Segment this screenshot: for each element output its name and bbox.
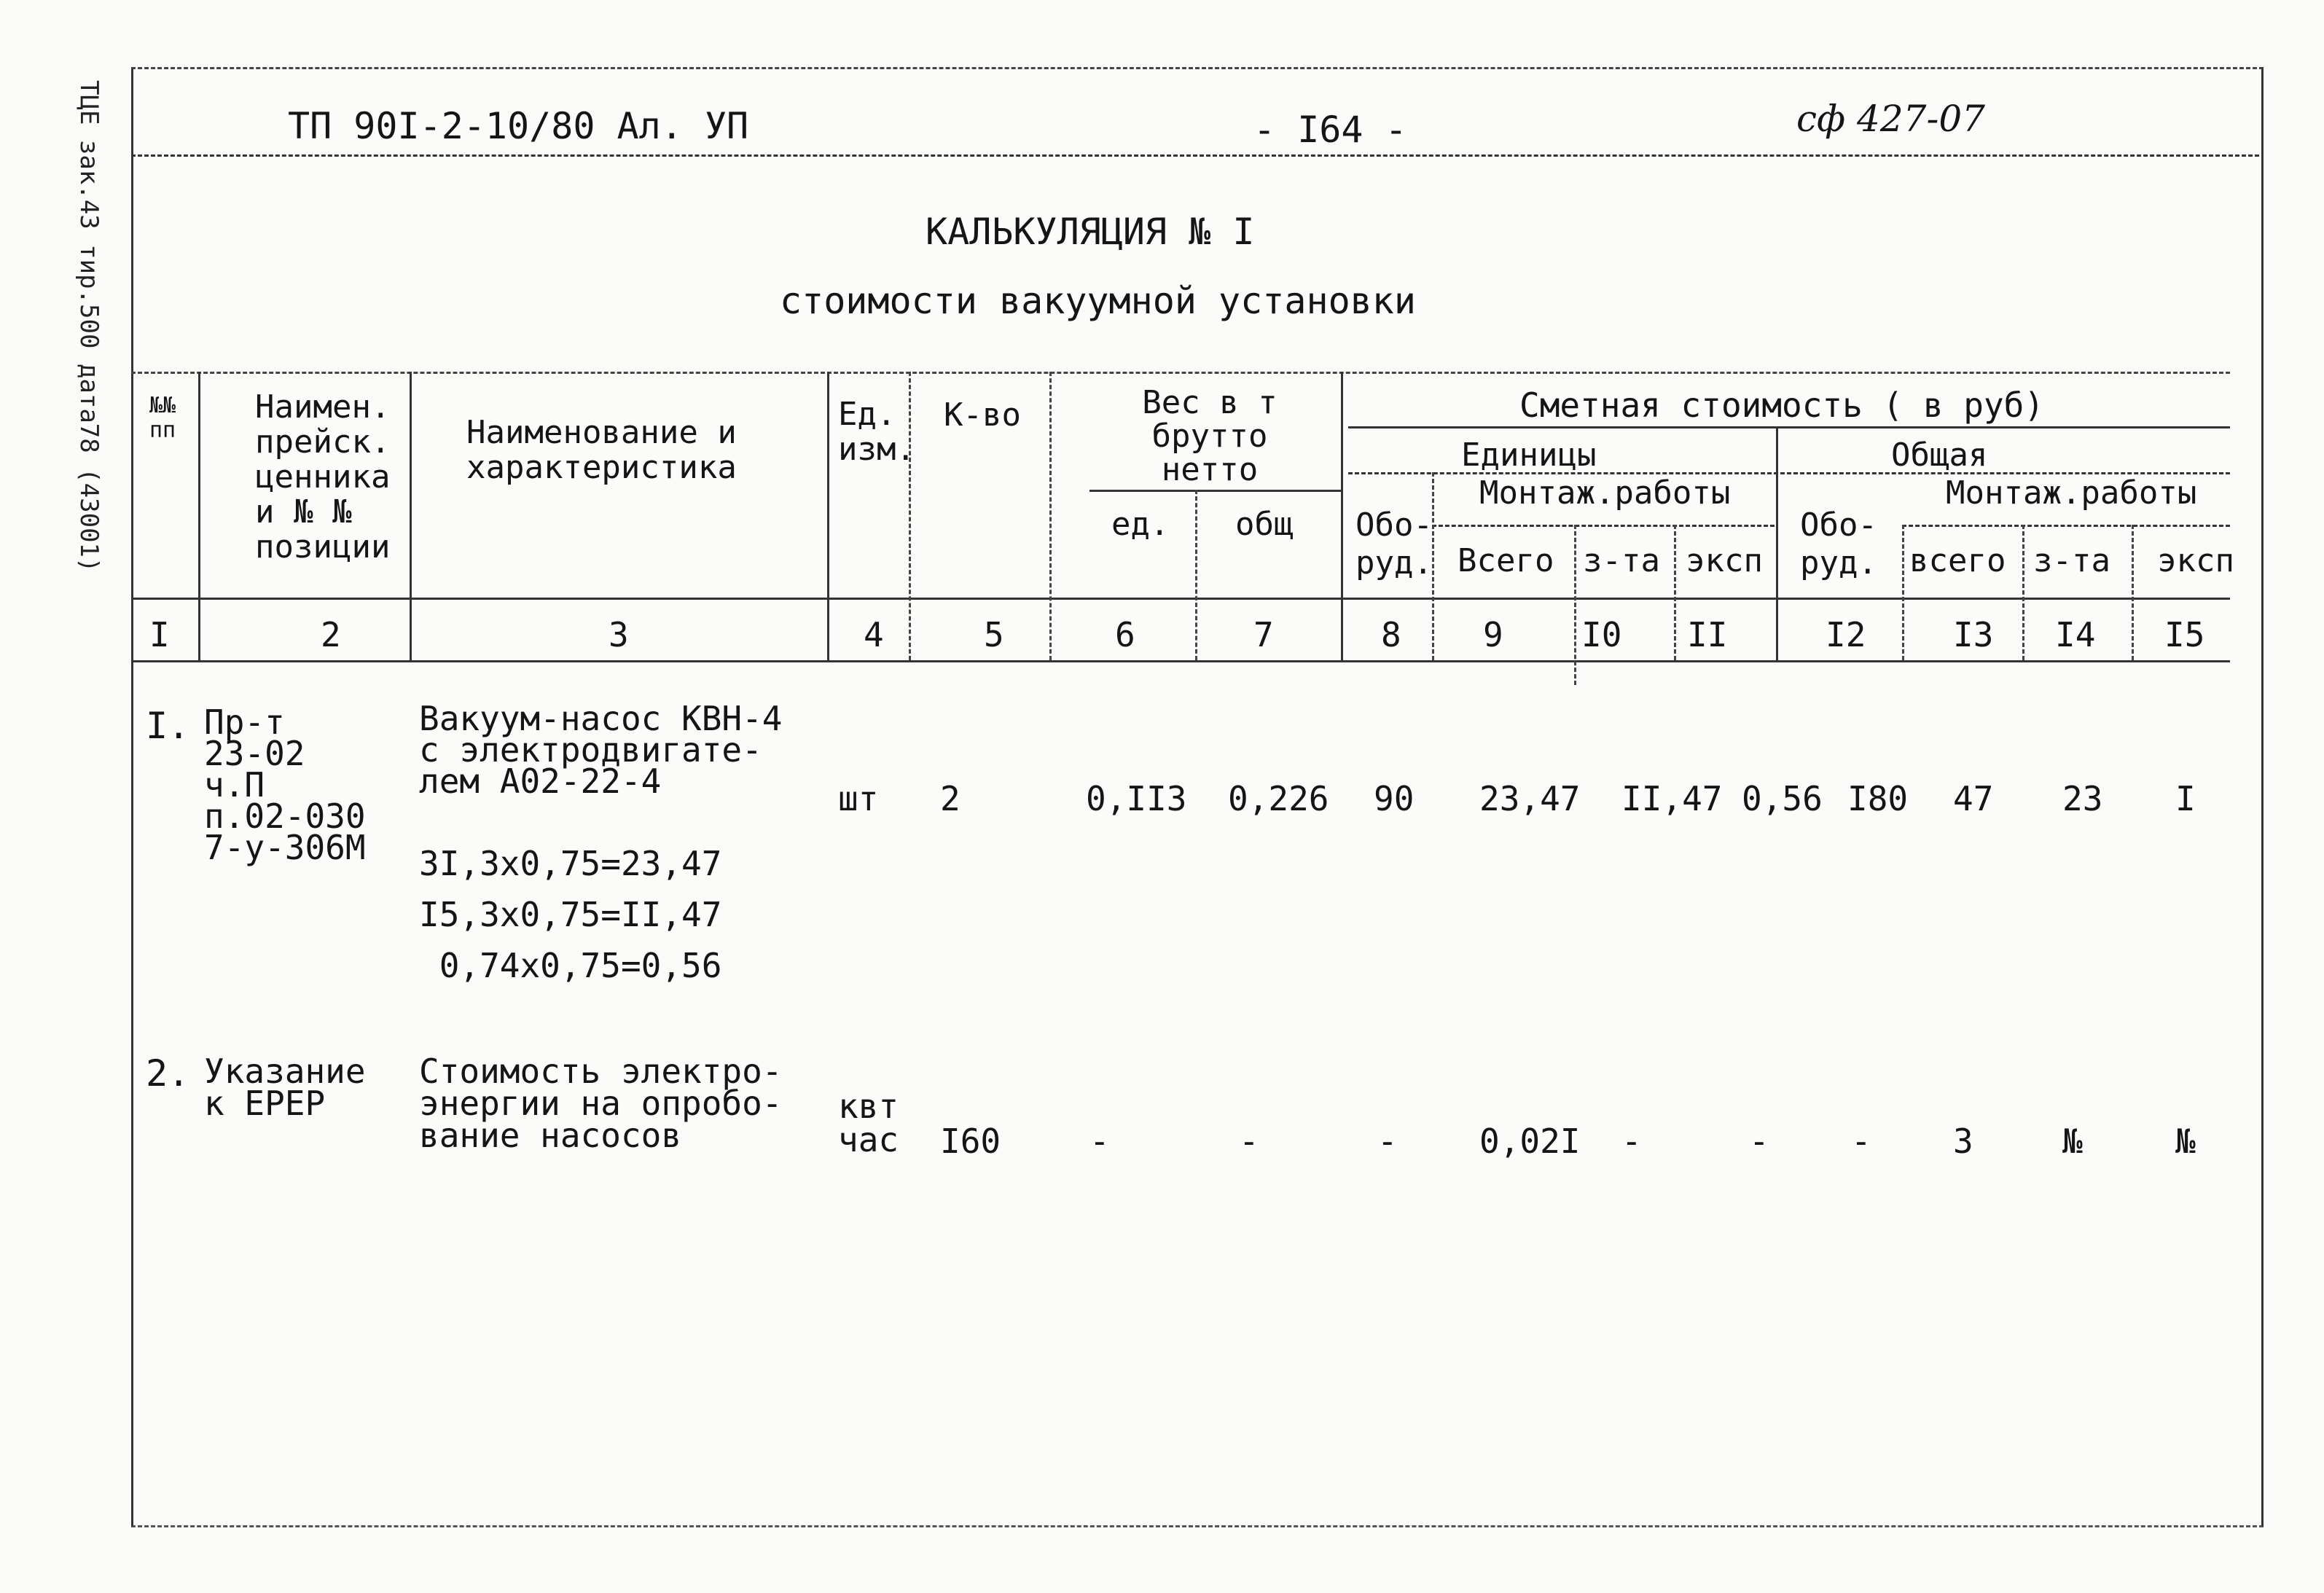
col-header-weight: Вес в т брутто нетто bbox=[1142, 384, 1278, 488]
row1-name: Вакуум-насос КВН-4 с электродвигате- лем А02-22-4 bbox=[419, 699, 783, 801]
col-header-unit: Ед. изм. bbox=[838, 396, 915, 468]
col-divider bbox=[1902, 525, 1904, 660]
col-header-name: Наименование и характеристика bbox=[466, 414, 737, 486]
col-header-all: Всего bbox=[1458, 542, 1554, 579]
col-header-weight-unit: ед. bbox=[1111, 506, 1170, 543]
col-header-unit-group: Единицы bbox=[1461, 437, 1597, 474]
row2-quantity: I60 bbox=[940, 1122, 1001, 1161]
document-title: КАЛЬКУЛЯЦИЯ № I bbox=[926, 211, 1255, 253]
col-number: 8 bbox=[1381, 615, 1401, 654]
col-number: I bbox=[149, 615, 170, 654]
col-number: II bbox=[1687, 615, 1728, 654]
row1-mounting-all: 23,47 bbox=[1479, 779, 1581, 818]
col-divider bbox=[1776, 426, 1778, 660]
col-header-total-wage: з-та bbox=[2033, 542, 2110, 579]
col-header-quantity: К-во bbox=[944, 396, 1021, 434]
col-header-total-exploitation: эксп bbox=[2157, 542, 2234, 579]
col-number: 9 bbox=[1483, 615, 1503, 654]
row2-mounting-all: 0,02I bbox=[1479, 1122, 1581, 1161]
row2-unit: квт час bbox=[838, 1087, 899, 1159]
row2-equipment: - bbox=[1377, 1122, 1398, 1161]
row1-total-exploitation: I bbox=[2175, 779, 2196, 818]
col-number: 6 bbox=[1115, 615, 1135, 654]
page-number: - I64 - bbox=[1253, 109, 1407, 151]
col-divider bbox=[1195, 490, 1197, 660]
row2-total-equipment: - bbox=[1851, 1122, 1871, 1161]
col-divider bbox=[2132, 525, 2134, 660]
row2-weight-total: - bbox=[1239, 1122, 1259, 1161]
row2-total-all: 3 bbox=[1953, 1122, 1973, 1161]
col-header-equipment: Обо- руд. bbox=[1355, 506, 1433, 582]
weight-rule bbox=[1089, 490, 1341, 492]
row2-weight-unit: - bbox=[1089, 1122, 1110, 1161]
unit-mount-rule bbox=[1432, 525, 1775, 527]
col-header-unit-mounting: Монтаж.работы bbox=[1479, 474, 1731, 512]
col-divider bbox=[2022, 525, 2024, 660]
row2-mounting-exploitation: - bbox=[1749, 1122, 1769, 1161]
row2-name: Стоимость электро- энергии на опробо- вание насосов bbox=[419, 1052, 783, 1155]
row1-weight-total: 0,226 bbox=[1228, 779, 1329, 818]
side-stamp: ТЦЕ зак.43 тир.500 дата78 (43001) bbox=[74, 80, 103, 573]
col-header-total-mounting: Монтаж.работы bbox=[1946, 474, 2197, 512]
col-number: 2 bbox=[321, 615, 341, 654]
row2-total-exploitation: № bbox=[2175, 1122, 2196, 1161]
row2-price-ref: Указание к ЕРЕР bbox=[204, 1052, 366, 1123]
cost-group-rule bbox=[1348, 426, 2230, 428]
row1-unit: шт bbox=[838, 779, 879, 818]
col-header-exploitation: эксп bbox=[1686, 542, 1763, 579]
row2-number: 2. bbox=[146, 1052, 190, 1095]
col-header-weight-total: общ bbox=[1235, 506, 1294, 543]
row1-equipment: 90 bbox=[1374, 779, 1415, 818]
col-number: I3 bbox=[1953, 615, 1994, 654]
document-subtitle: стоимости вакуумной установки bbox=[780, 280, 1416, 322]
col-divider bbox=[410, 372, 412, 660]
row2-mounting-wage: - bbox=[1621, 1122, 1642, 1161]
col-divider bbox=[1674, 525, 1676, 660]
doc-code: ТП 90I-2-10/80 Ал. УП bbox=[288, 105, 749, 147]
col-header-total-group: Общая bbox=[1891, 437, 1988, 474]
row1-total-equipment: I80 bbox=[1847, 779, 1909, 818]
row1-mounting-wage: II,47 bbox=[1621, 779, 1723, 818]
col-number: 5 bbox=[984, 615, 1004, 654]
col-divider bbox=[827, 372, 829, 660]
row1-total-wage: 23 bbox=[2062, 779, 2103, 818]
col-header-total-all: всего bbox=[1909, 542, 2006, 579]
col-divider bbox=[198, 372, 200, 660]
row1-total-all: 47 bbox=[1953, 779, 1994, 818]
col-number: I4 bbox=[2055, 615, 2096, 654]
row2-total-wage: № bbox=[2062, 1122, 2083, 1161]
col-header-total-equipment: Обо- руд. bbox=[1800, 506, 1877, 582]
col-header-wage: з-та bbox=[1583, 542, 1660, 579]
row1-mounting-exploitation: 0,56 bbox=[1742, 779, 1823, 818]
col-number: I0 bbox=[1581, 615, 1622, 654]
sheet-code: сф 427-07 bbox=[1796, 98, 1985, 140]
header-bottom-rule bbox=[131, 598, 2230, 600]
header-rule bbox=[131, 154, 2259, 157]
row1-weight-unit: 0,II3 bbox=[1086, 779, 1187, 818]
table-top-rule bbox=[131, 372, 2230, 374]
row1-calculation: 3I,3x0,75=23,47 I5,3x0,75=II,47 0,74x0,75=0,56 bbox=[419, 844, 722, 985]
col-divider bbox=[1049, 372, 1052, 660]
row1-number: I. bbox=[146, 705, 190, 747]
col-number: 3 bbox=[609, 615, 629, 654]
col-header-estimated-cost: Сметная стоимость ( в руб) bbox=[1519, 385, 2045, 425]
row1-price-ref: Пр-т 23-02 ч.П п.02-030 7-у-306М bbox=[204, 702, 366, 867]
col-divider bbox=[1574, 525, 1576, 685]
col-header-price-list: Наимен. прейск. ценника и № № позиции bbox=[255, 388, 391, 565]
col-header-number: №№ пп bbox=[149, 393, 176, 443]
col-number: 4 bbox=[864, 615, 884, 654]
row1-quantity: 2 bbox=[940, 779, 960, 818]
col-number: 7 bbox=[1253, 615, 1274, 654]
numbers-bottom-rule bbox=[131, 660, 2230, 662]
col-divider bbox=[1341, 372, 1343, 660]
col-number: I2 bbox=[1826, 615, 1866, 654]
col-number: I5 bbox=[2164, 615, 2205, 654]
total-mount-rule bbox=[1902, 525, 2230, 527]
